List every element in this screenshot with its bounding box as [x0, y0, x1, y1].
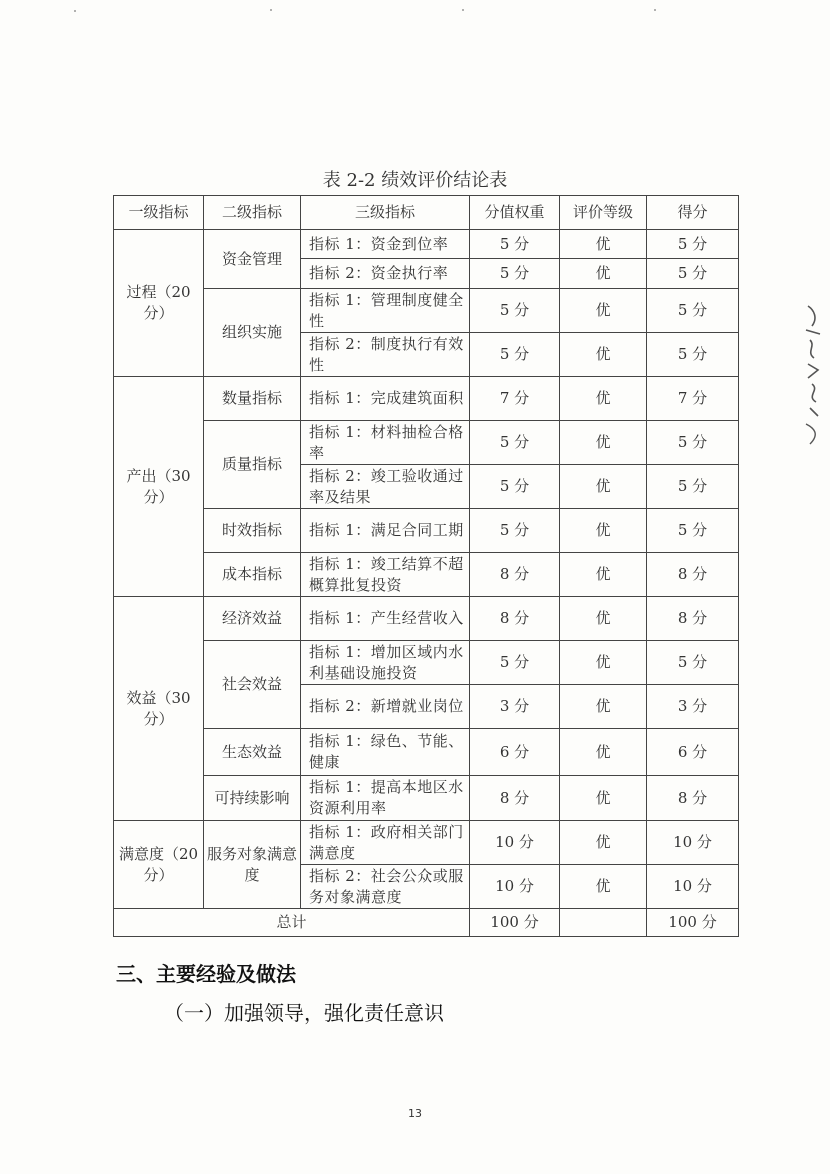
grade-cell: 优 [560, 333, 647, 377]
score-cell: 8 分 [647, 597, 739, 641]
header-row [114, 196, 739, 230]
level3-indicator: 指标 1：资金到位率 [301, 230, 470, 259]
weight-cell: 10 分 [470, 821, 560, 865]
score-cell: 5 分 [647, 509, 739, 553]
table-row [114, 729, 739, 776]
level2-indicator: 资金管理 [204, 230, 301, 289]
weight-cell: 5 分 [470, 230, 560, 259]
level1-indicator: 过程（20分） [114, 230, 204, 377]
grade-cell: 优 [560, 729, 647, 776]
level2-indicator: 数量指标 [204, 377, 301, 421]
level3-indicator: 指标 1：完成建筑面积 [301, 377, 470, 421]
level2-indicator: 组织实施 [204, 289, 301, 377]
column-header: 评价等级 [560, 196, 647, 230]
grade-cell: 优 [560, 377, 647, 421]
weight-cell: 6 分 [470, 729, 560, 776]
score-cell: 8 分 [647, 553, 739, 597]
weight-cell: 7 分 [470, 377, 560, 421]
weight-cell: 5 分 [470, 509, 560, 553]
grade-cell: 优 [560, 597, 647, 641]
level2-indicator: 服务对象满意度 [204, 821, 301, 909]
level3-indicator: 指标 1：产生经营收入 [301, 597, 470, 641]
level3-indicator: 指标 1：满足合同工期 [301, 509, 470, 553]
score-cell: 5 分 [647, 465, 739, 509]
scan-speck [654, 9, 656, 11]
level3-indicator: 指标 1：竣工结算不超概算批复投资 [301, 553, 470, 597]
score-cell: 5 分 [647, 259, 739, 289]
total-row [114, 909, 739, 937]
column-header: 二级指标 [204, 196, 301, 230]
column-header: 分值权重 [470, 196, 560, 230]
grade-cell: 优 [560, 821, 647, 865]
column-header: 一级指标 [114, 196, 204, 230]
grade-cell: 优 [560, 421, 647, 465]
grade-cell: 优 [560, 685, 647, 729]
scan-speck [462, 9, 464, 11]
level3-indicator: 指标 1：增加区域内水利基础设施投资 [301, 641, 470, 685]
grade-cell: 优 [560, 259, 647, 289]
table-row [114, 553, 739, 597]
performance-evaluation-table [113, 195, 739, 937]
table-row [114, 641, 739, 685]
level2-indicator: 经济效益 [204, 597, 301, 641]
level3-indicator: 指标 2：竣工验收通过率及结果 [301, 465, 470, 509]
table-row [114, 776, 739, 821]
level1-indicator: 效益（30分） [114, 597, 204, 821]
weight-cell: 5 分 [470, 641, 560, 685]
table-row [114, 821, 739, 865]
table-row [114, 597, 739, 641]
weight-cell: 10 分 [470, 865, 560, 909]
level2-indicator: 成本指标 [204, 553, 301, 597]
score-cell: 7 分 [647, 377, 739, 421]
margin-handwritten-mark [800, 300, 828, 450]
score-cell: 3 分 [647, 685, 739, 729]
level3-indicator: 指标 1：绿色、节能、健康 [301, 729, 470, 776]
table-caption: 表 2-2 绩效评价结论表 [322, 170, 508, 191]
weight-cell: 5 分 [470, 289, 560, 333]
total-score: 100 分 [647, 909, 739, 937]
table-row [114, 421, 739, 465]
page-number: 13 [408, 1107, 422, 1120]
grade-cell: 优 [560, 465, 647, 509]
weight-cell: 5 分 [470, 421, 560, 465]
level3-indicator: 指标 1：提高本地区水资源利用率 [301, 776, 470, 821]
level2-indicator: 可持续影响 [204, 776, 301, 821]
grade-cell: 优 [560, 865, 647, 909]
section-heading: 三、主要经验及做法 [116, 962, 296, 986]
scan-speck [74, 10, 76, 12]
level3-indicator: 指标 1：材料抽检合格率 [301, 421, 470, 465]
weight-cell: 5 分 [470, 333, 560, 377]
total-grade [560, 909, 647, 937]
level3-indicator: 指标 2：新增就业岗位 [301, 685, 470, 729]
level3-indicator: 指标 1：管理制度健全性 [301, 289, 470, 333]
total-label: 总计 [114, 909, 470, 937]
subsection-heading: （一）加强领导，强化责任意识 [164, 1001, 444, 1025]
scan-speck [270, 9, 272, 11]
table-row [114, 230, 739, 259]
score-cell: 5 分 [647, 641, 739, 685]
level2-indicator: 生态效益 [204, 729, 301, 776]
level2-indicator: 时效指标 [204, 509, 301, 553]
column-header: 得分 [647, 196, 739, 230]
score-cell: 5 分 [647, 230, 739, 259]
total-weight: 100 分 [470, 909, 560, 937]
level2-indicator: 社会效益 [204, 641, 301, 729]
score-cell: 6 分 [647, 729, 739, 776]
grade-cell: 优 [560, 553, 647, 597]
level3-indicator: 指标 2：制度执行有效性 [301, 333, 470, 377]
score-cell: 10 分 [647, 865, 739, 909]
level3-indicator: 指标 2：社会公众或服务对象满意度 [301, 865, 470, 909]
table-row [114, 377, 739, 421]
weight-cell: 8 分 [470, 597, 560, 641]
score-cell: 5 分 [647, 333, 739, 377]
level3-indicator: 指标 2：资金执行率 [301, 259, 470, 289]
weight-cell: 5 分 [470, 259, 560, 289]
score-cell: 10 分 [647, 821, 739, 865]
column-header: 三级指标 [301, 196, 470, 230]
grade-cell: 优 [560, 641, 647, 685]
level1-indicator: 满意度（20分） [114, 821, 204, 909]
grade-cell: 优 [560, 289, 647, 333]
level2-indicator: 质量指标 [204, 421, 301, 509]
score-cell: 5 分 [647, 289, 739, 333]
score-cell: 5 分 [647, 421, 739, 465]
score-cell: 8 分 [647, 776, 739, 821]
weight-cell: 5 分 [470, 465, 560, 509]
weight-cell: 8 分 [470, 776, 560, 821]
grade-cell: 优 [560, 776, 647, 821]
weight-cell: 8 分 [470, 553, 560, 597]
level3-indicator: 指标 1：政府相关部门满意度 [301, 821, 470, 865]
table-row [114, 289, 739, 333]
weight-cell: 3 分 [470, 685, 560, 729]
grade-cell: 优 [560, 509, 647, 553]
grade-cell: 优 [560, 230, 647, 259]
table-row [114, 509, 739, 553]
level1-indicator: 产出（30分） [114, 377, 204, 597]
